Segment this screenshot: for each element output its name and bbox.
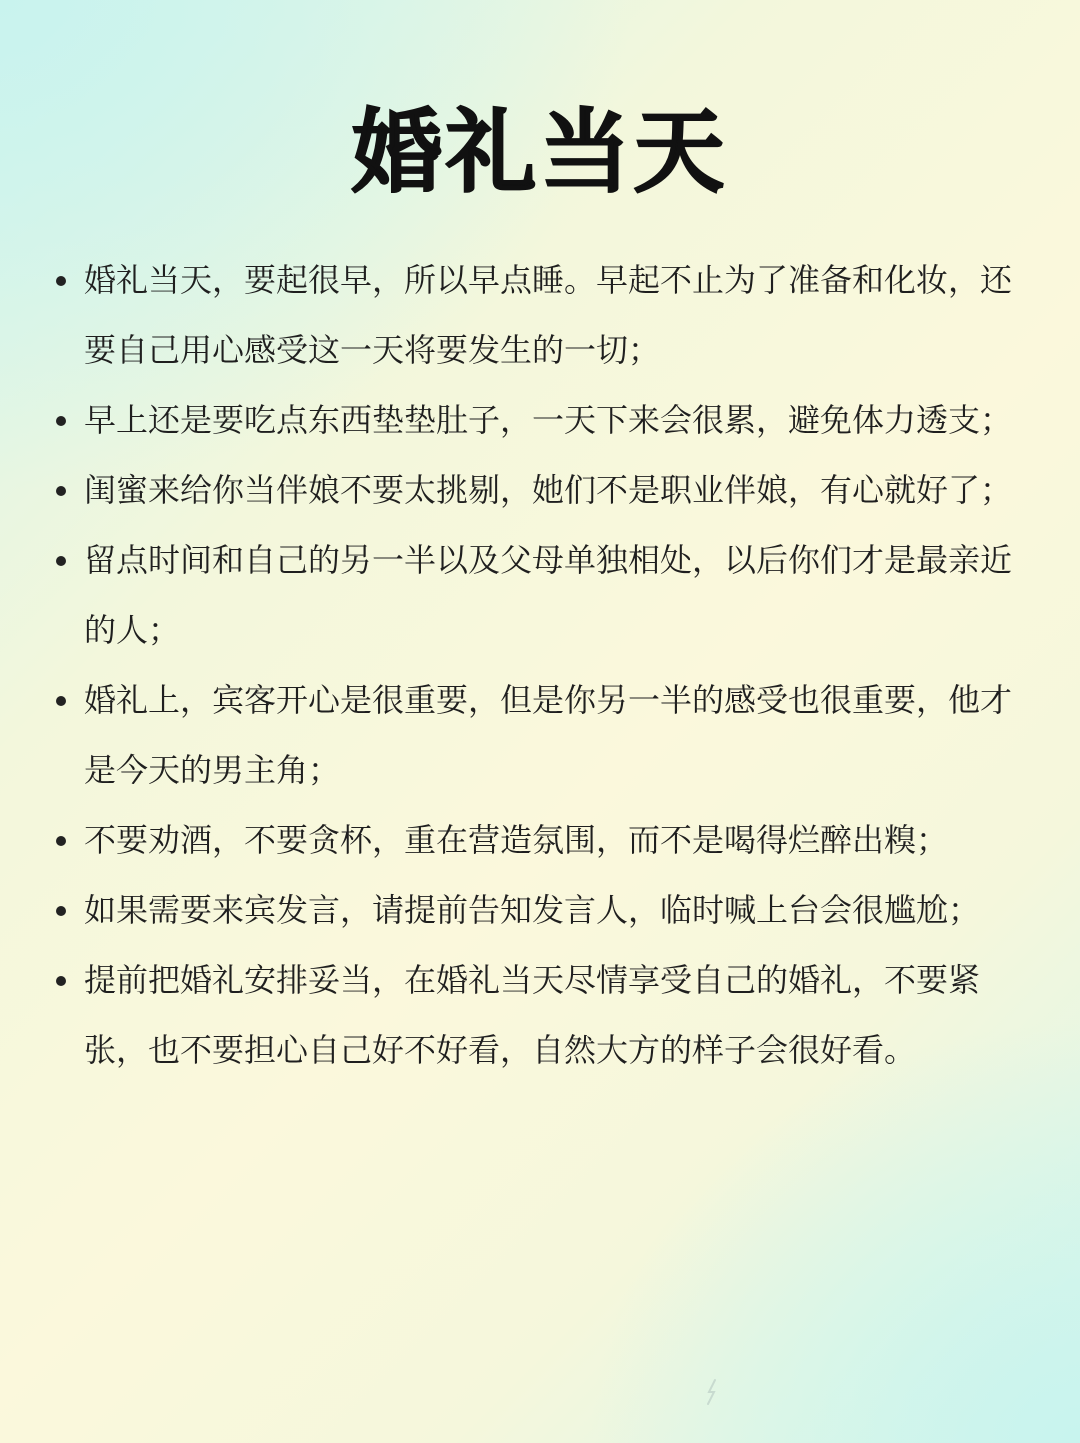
bullet-dot-icon (56, 276, 66, 286)
list-item-text: 不要劝酒，不要贪杯，重在营造氛围，而不是喝得烂醉出糗； (84, 821, 949, 859)
list-item-text: 早上还是要吃点东西垫垫肚子，一天下来会很累，避免体力透支； (84, 401, 1013, 439)
list-item-text: 闺蜜来给你当伴娘不要太挑剔，她们不是职业伴娘，有心就好了； (84, 471, 1013, 509)
bullet-dot-icon (56, 836, 66, 846)
list-item-text: 如果需要来宾发言，请提前告知发言人，临时喊上台会很尴尬； (84, 891, 981, 929)
page-title: 婚礼当天 (352, 100, 728, 205)
list-item-text: 婚礼当天，要起很早，所以早点睡。早起不止为了准备和化妆，还要自己用心感受这一天将要发生的一切； (84, 261, 1013, 369)
bullet-dot-icon (56, 416, 66, 426)
list-item (56, 245, 1031, 385)
tips-list (56, 245, 1031, 1085)
bullet-dot-icon (56, 976, 66, 986)
list-item (56, 525, 1031, 665)
list-item (56, 385, 1031, 455)
list-item-text: 婚礼上，宾客开心是很重要，但是你另一半的感受也很重要，他才是今天的男主角； (84, 681, 1013, 789)
list-item-text: 提前把婚礼安排妥当，在婚礼当天尽情享受自己的婚礼，不要紧张，也不要担心自己好不好看，自然大方的样子会很好看。 (84, 961, 981, 1069)
list-item-text: 留点时间和自己的另一半以及父母单独相处，以后你们才是最亲近的人； (84, 541, 1013, 649)
list-item (56, 665, 1031, 805)
watermark-icon (703, 1378, 721, 1406)
bullet-dot-icon (56, 556, 66, 566)
list-item (56, 455, 1031, 525)
list-item (56, 805, 1031, 875)
bullet-dot-icon (56, 486, 66, 496)
bullet-dot-icon (56, 906, 66, 916)
list-item (56, 945, 1031, 1085)
bullet-dot-icon (56, 696, 66, 706)
list-item (56, 875, 1031, 945)
